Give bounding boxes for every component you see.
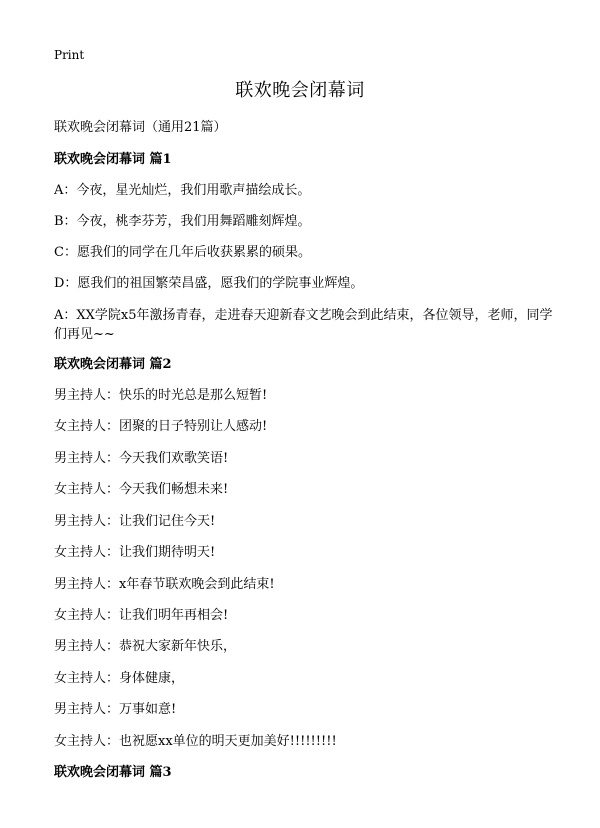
paragraph: 女主持人：身体健康，	[54, 671, 185, 686]
paragraph: B：今夜，桃李芬芳，我们用舞蹈雕刻辉煌。	[54, 214, 311, 229]
section-heading-3: 联欢晚会闭幕词 篇3	[54, 765, 172, 780]
paragraph: D：愿我们的祖国繁荣昌盛，愿我们的学院事业辉煌。	[54, 276, 364, 291]
paragraph: 女主持人：团聚的日子特别让人感动!	[54, 419, 268, 434]
paragraph: 男主持人：万事如意!	[54, 702, 177, 717]
paragraph: 女主持人：今天我们畅想未来!	[54, 482, 229, 497]
paragraph: 女主持人：也祝愿xx单位的明天更加美好!!!!!!!!!	[54, 734, 337, 749]
paragraph: A：今夜，星光灿烂，我们用歌声描绘成长。	[54, 183, 311, 198]
paragraph: 男主持人：让我们记住今天!	[54, 514, 216, 529]
paragraph: 男主持人：快乐的时光总是那么短暂!	[54, 388, 268, 403]
document-title: 联欢晚会闭幕词	[235, 80, 365, 101]
paragraph: A：XX学院x5年激扬青春，走进春天迎新春文艺晚会到此结束，各位领导，老师，同学们再见~~	[54, 308, 553, 342]
paragraph: 男主持人：今天我们欢歌笑语!	[54, 451, 229, 466]
document-subtitle: 联欢晚会闭幕词（通用21篇）	[54, 120, 227, 135]
section-heading-1: 联欢晚会闭幕词 篇1	[54, 152, 172, 167]
print-label: Print	[54, 48, 85, 62]
paragraph: 男主持人：x年春节联欢晚会到此结束!	[54, 577, 275, 592]
section-heading-2: 联欢晚会闭幕词 篇2	[54, 357, 172, 372]
paragraph: 男主持人：恭祝大家新年快乐，	[54, 639, 237, 654]
paragraph: C：愿我们的同学在几年后收获累累的硕果。	[54, 245, 311, 260]
paragraph: 女主持人：让我们期待明天!	[54, 545, 216, 560]
paragraph: 女主持人：让我们明年再相会!	[54, 608, 229, 623]
